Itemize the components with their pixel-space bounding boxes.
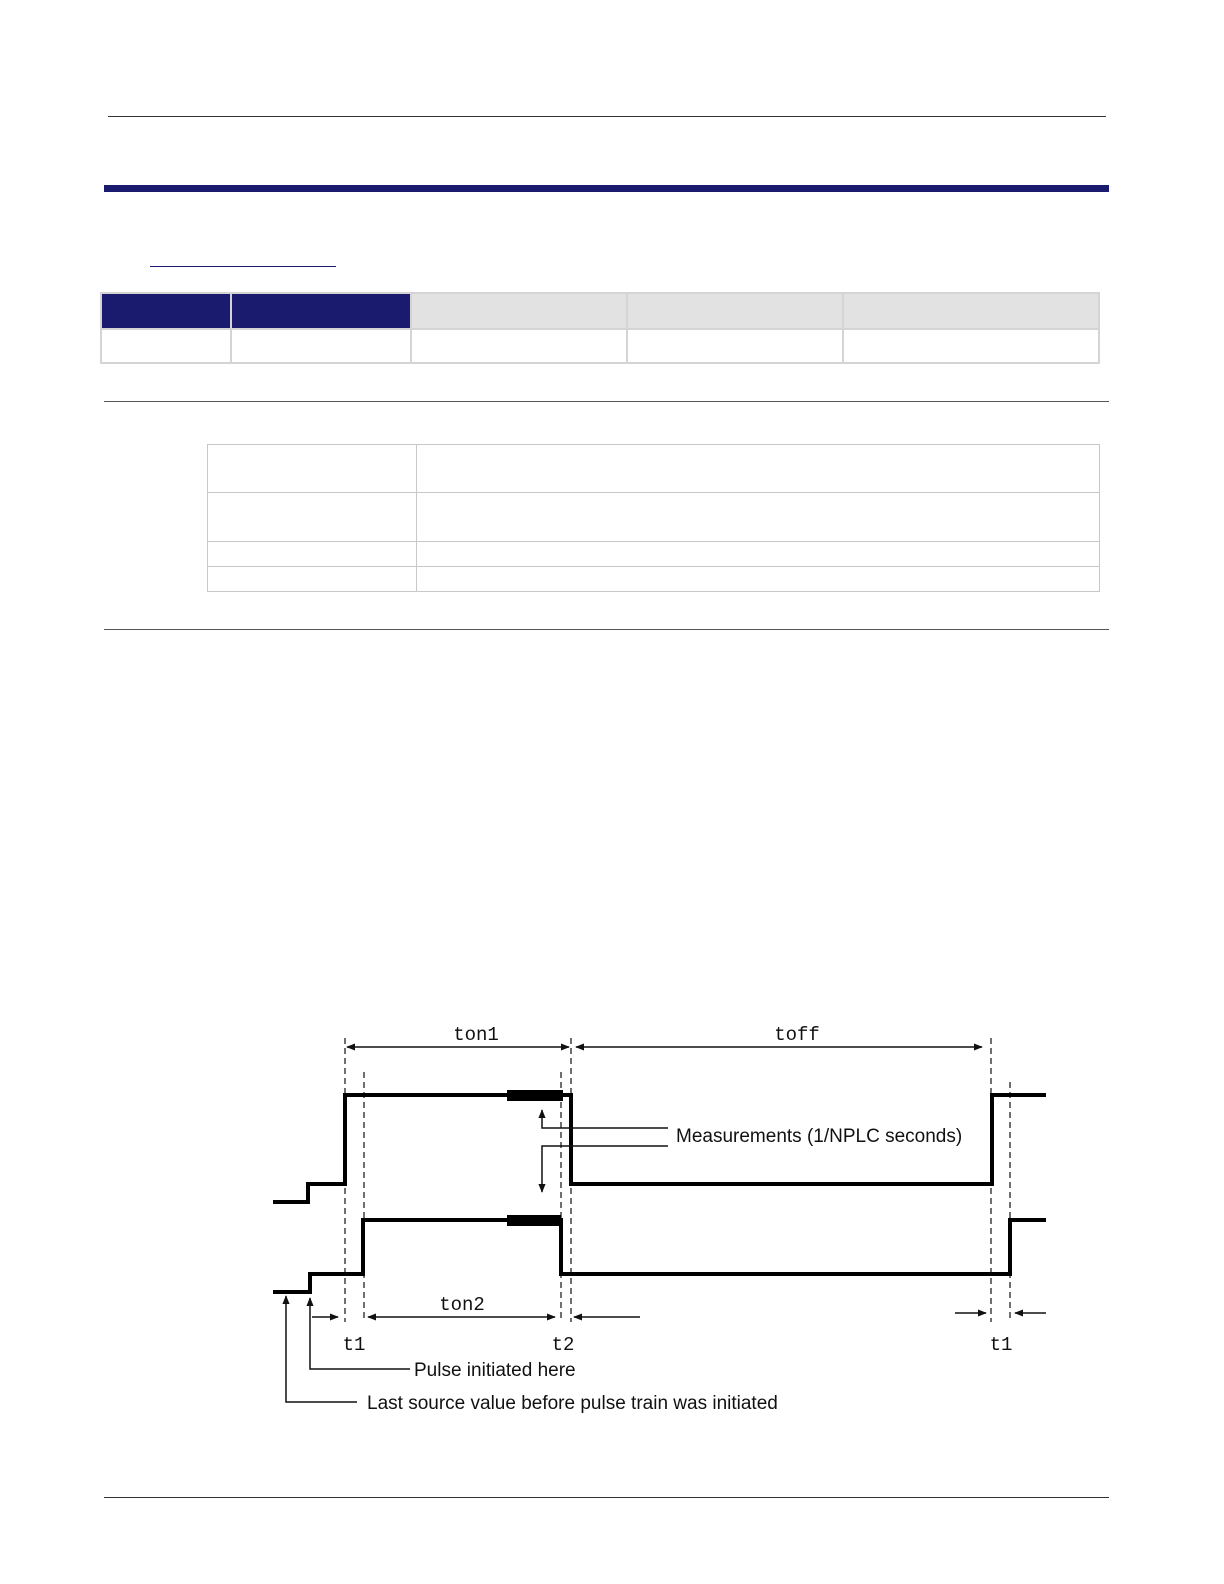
- pulse-initiated-annotation: Pulse initiated here: [414, 1360, 576, 1381]
- last-source-annotation: Last source value before pulse train was initiated: [367, 1393, 778, 1414]
- pulse-waveform-top: [273, 1095, 1046, 1202]
- t1-left-label: t1: [342, 1334, 366, 1356]
- ton2-label: ton2: [439, 1294, 485, 1316]
- measurement-window-bottom: [507, 1215, 561, 1226]
- ton1-label: ton1: [453, 1024, 499, 1046]
- toff-label: toff: [774, 1024, 820, 1046]
- measurement-window-top: [507, 1090, 563, 1101]
- measurements-annotation: Measurements (1/NPLC seconds): [676, 1126, 963, 1147]
- pulse-waveform-bottom: [273, 1220, 1046, 1292]
- footer-rule: [104, 1497, 1109, 1498]
- timing-guides: [345, 1038, 1010, 1322]
- t1-right-label: t1: [989, 1334, 1013, 1356]
- t2-label: t2: [551, 1334, 575, 1356]
